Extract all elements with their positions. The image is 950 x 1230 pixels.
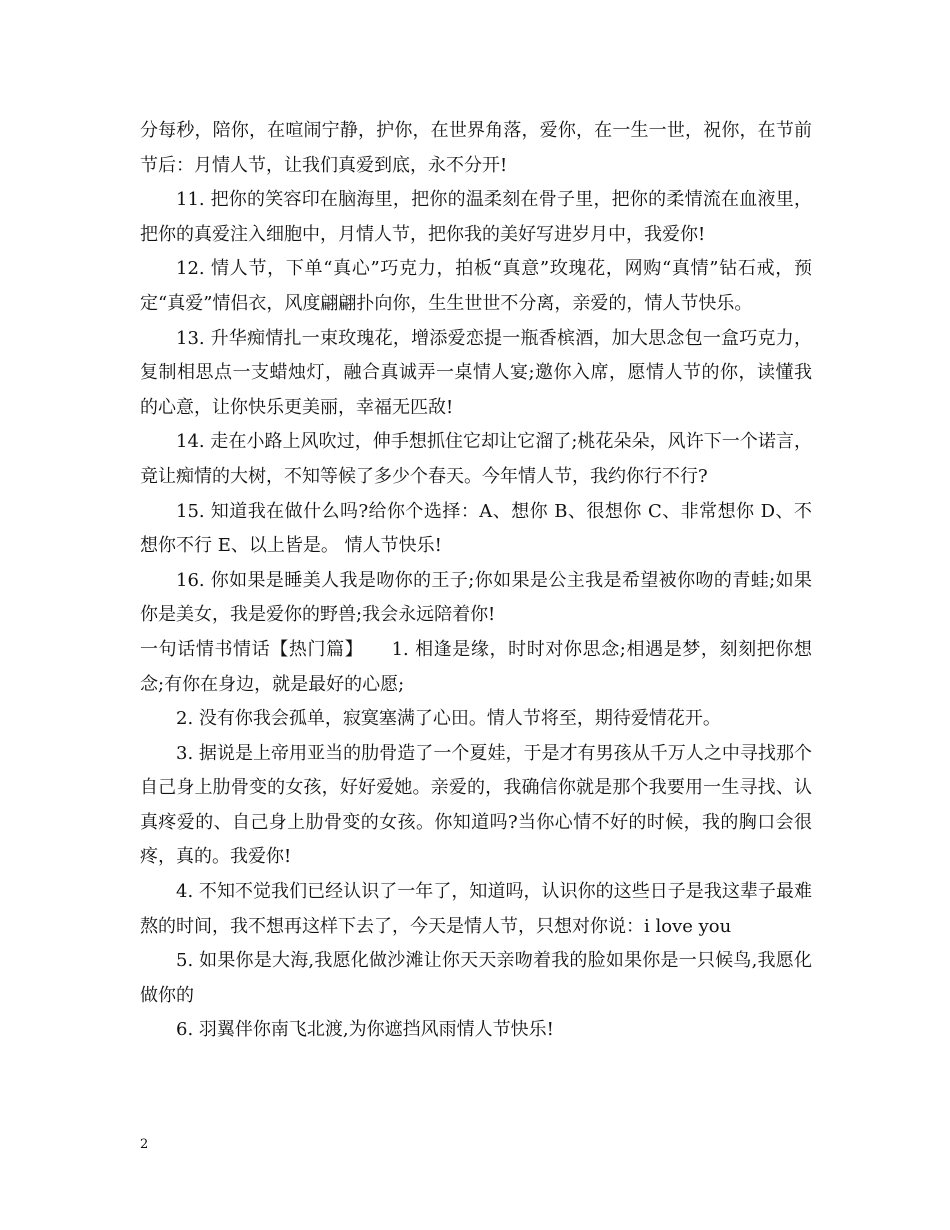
paragraph-11: 11. 把你的笑容印在脑海里，把你的温柔刻在骨子里，把你的柔情流在血液里，把你的真爱注入细胞中，月情人节，把你我的美好写进岁月中，我爱你! xyxy=(140,189,812,245)
paragraph-15: 15. 知道我在做什么吗?给你个选择：A、想你 B、很想你 C、非常想你 D、不想你不行 E、以上皆是。 情人节快乐! xyxy=(140,500,812,557)
paragraph-6: 6. 羽翼伴你南飞北渡,为你遮挡风雨情人节快乐! xyxy=(176,1019,554,1041)
body-text xyxy=(140,114,812,1048)
paragraph-13: 13. 升华痴情扎一束玫瑰花，增添爱恋提一瓶香槟酒，加大思念包一盒巧克力，复制相思点一支蜡烛灯，融合真诚弄一桌情人宴;邀你入席，愿情人节的你，读懂我的心意，让你快乐更美丽，幸福无匹敌! xyxy=(140,327,812,418)
paragraph-2: 2. 没有你我会孤单，寂寞塞满了心田。情人节将至，期待爱情花开。 xyxy=(176,708,721,730)
section-heading-paragraph: 一句话情书情话【热门篇】 1. 相逢是缘，时时对你思念;相遇是梦，刻刻把你想念;有你在身边，就是最好的心愿; xyxy=(140,638,812,695)
page-number: 2 xyxy=(140,1137,149,1152)
paragraph-16: 16. 你如果是睡美人我是吻你的王子;你如果是公主我是希望被你吻的青蛙;如果你是美女，我是爱你的野兽;我会永远陪着你! xyxy=(140,569,812,626)
paragraph-5: 5. 如果你是大海,我愿化做沙滩让你天天亲吻着我的脸如果你是一只候鸟,我愿化做你的 xyxy=(140,950,812,1006)
paragraph-4: 4. 不知不觉我们已经认识了一年了，知道吗，认识你的这些日子是我这辈子最难熬的时间，我不想再这样下去了，今天是情人节，只想对你说：i love you xyxy=(140,881,812,937)
paragraph-12: 12. 情人节，下单“真心”巧克力，拍板“真意”玫瑰花，网购“真情”钻石戒，预定“真爱”情侣衣，风度翩翩扑向你，生生世世不分离，亲爱的，情人节快乐。 xyxy=(140,258,812,314)
paragraph-3: 3. 据说是上帝用亚当的肋骨造了一个夏娃，于是才有男孩从千万人之中寻找那个自己身上肋骨变的女孩，好好爱她。亲爱的，我确信你就是那个我要用一生寻找、认真疼爱的、自己身上肋骨变的女孩。你知道吗?当你心情不好的时候，我的胸口会很疼，真的。我爱你! xyxy=(140,742,812,868)
paragraph-0: 分每秒，陪你，在喧闹宁静，护你，在世界角落，爱你，在一生一世，祝你，在节前节后：月情人节，让我们真爱到底，永不分开! xyxy=(140,120,812,176)
paragraph-14: 14. 走在小路上风吹过，伸手想抓住它却让它溜了;桃花朵朵，风许下一个诺言，竟让痴情的大树，不知等候了多少个春天。今年情人节，我约你行不行? xyxy=(140,431,812,487)
